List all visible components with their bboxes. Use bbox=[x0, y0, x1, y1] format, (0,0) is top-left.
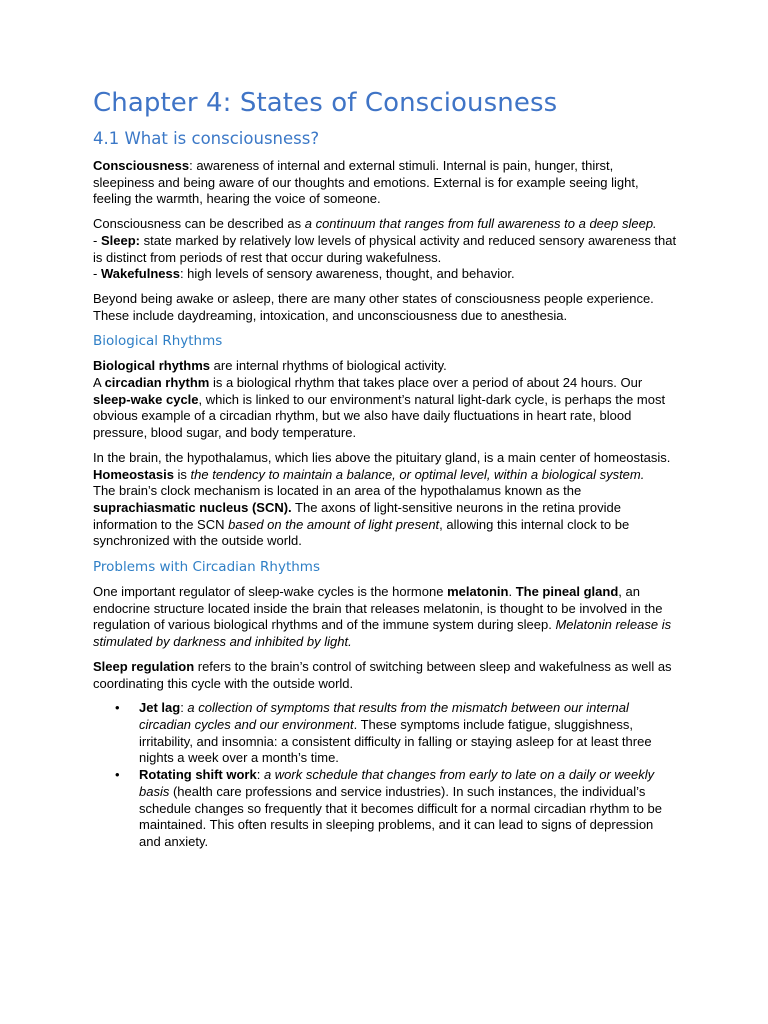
paragraph-hypothalamus bbox=[93, 450, 677, 550]
text: is bbox=[173, 466, 191, 482]
list-item-jet-lag bbox=[115, 700, 677, 767]
text: , an endocrine structure located inside the brain that releases melatonin, is thought to be involved in the regulation of various biological rhythms and of the immune system during sleep. bbox=[93, 584, 663, 633]
text: . bbox=[508, 584, 516, 600]
term-rotating-shift-work: Rotating shift work bbox=[139, 767, 257, 783]
text: , allowing this internal clock to be synchronized with the outside world. bbox=[93, 516, 630, 549]
dash: - bbox=[93, 232, 101, 248]
term-wakefulness: Wakefulness bbox=[100, 266, 180, 282]
chapter-title: Chapter 4: States of Consciousness bbox=[93, 88, 558, 118]
subheading-problems-circadian: Problems with Circadian Rhythms bbox=[93, 559, 320, 576]
term-pineal-gland: The pineal gland bbox=[515, 584, 619, 600]
bullet-icon: • bbox=[115, 700, 120, 716]
text: Consciousness can be described as bbox=[93, 216, 305, 232]
italic-text: based on the amount of light present bbox=[228, 516, 440, 532]
text: : high levels of sensory awareness, thought, and behavior. bbox=[179, 266, 515, 282]
dash: - bbox=[93, 266, 101, 282]
text: : awareness of internal and external stimuli. Internal is pain, hunger, thirst, sleepiness and being aware of our thoughts and emotions. External is for example seeing light, feeling the warmth, hearing the voice of someone. bbox=[93, 158, 639, 207]
text: The brain’s clock mechanism is located in an area of the hypothalamus known as the bbox=[93, 483, 582, 499]
text: are internal rhythms of biological activity. bbox=[210, 358, 447, 374]
subheading-biological-rhythms: Biological Rhythms bbox=[93, 333, 223, 350]
text: : bbox=[256, 767, 264, 783]
term-melatonin: melatonin bbox=[447, 584, 509, 600]
paragraph-sleep-regulation bbox=[93, 659, 677, 692]
term-circadian-rhythm: circadian rhythm bbox=[104, 375, 210, 391]
bullet-list bbox=[93, 700, 677, 850]
paragraph-consciousness bbox=[93, 158, 677, 208]
paragraph-other-states: Beyond being awake or asleep, there are many other states of consciousness people experience. These include daydreaming, intoxication, and unconsciousness due to anesthesia. bbox=[93, 290, 654, 323]
text: : bbox=[180, 700, 188, 716]
term-sleep-wake-cycle: sleep-wake cycle bbox=[93, 391, 199, 407]
section-heading: 4.1 What is consciousness? bbox=[93, 129, 320, 148]
italic-text: Melatonin release is stimulated by darkness and inhibited by light. bbox=[93, 617, 672, 650]
italic-text: a continuum that ranges from full awareness to a deep sleep. bbox=[304, 216, 657, 232]
text: , which is linked to our environment’s natural light-dark cycle, is perhaps the most obvious example of a circadian rhythm, but we also have daily fluctuations in heart rate, blood pressure, blood sugar, and body temperature. bbox=[93, 391, 666, 441]
paragraph-continuum bbox=[93, 216, 677, 283]
text: In the brain, the hypothalamus, which lies above the pituitary gland, is a main center of homeostasis. bbox=[93, 449, 671, 465]
term-consciousness: Consciousness bbox=[93, 158, 190, 173]
text: refers to the brain’s control of switching between sleep and wakefulness as well as coordinating this cycle with the outside world. bbox=[93, 658, 672, 691]
paragraph-biological-rhythms bbox=[93, 358, 677, 442]
text: (health care professions and service industries). In such instances, the individual’s schedule changes so frequently that it becomes difficult for a normal circadian rhythm to be maintained. This often results in sleeping problems, and it can lead to signs of depression and anxiety. bbox=[139, 783, 662, 849]
italic-text: a collection of symptoms that results from the mismatch between our internal circadian cycles and our environment bbox=[139, 700, 629, 732]
text: state marked by relatively low levels of physical activity and reduced sensory awareness that is distinct from periods of rest that occur during wakefulness. bbox=[93, 232, 677, 265]
term-sleep-regulation: Sleep regulation bbox=[93, 658, 195, 674]
document-page bbox=[93, 86, 677, 851]
text: . These symptoms include fatigue, sluggishness, irritability, and insomnia: a consistent difficulty in falling or staying asleep for at least three nights a week over a month’s time. bbox=[139, 716, 652, 766]
term-jet-lag: Jet lag bbox=[139, 700, 181, 716]
text: The axons of light-sensitive neurons in the retina provide information to the SCN bbox=[93, 499, 621, 532]
term-scn: suprachiasmatic nucleus (SCN). bbox=[93, 499, 292, 515]
bullet-icon: • bbox=[115, 767, 120, 783]
text: One important regulator of sleep-wake cycles is the hormone bbox=[93, 584, 448, 600]
term-sleep: Sleep: bbox=[100, 232, 140, 248]
term-biological-rhythms: Biological rhythms bbox=[93, 358, 211, 374]
list-item-rotating-shift-work bbox=[115, 767, 677, 851]
term-homeostasis: Homeostasis bbox=[93, 466, 174, 482]
paragraph-melatonin bbox=[93, 584, 677, 651]
italic-text: a work schedule that changes from early to late on a daily or weekly basis bbox=[139, 767, 655, 799]
text: A bbox=[93, 375, 105, 391]
text: is a biological rhythm that takes place over a period of about 24 hours. Our bbox=[209, 375, 643, 391]
italic-text: the tendency to maintain a balance, or optimal level, within a biological system. bbox=[190, 466, 645, 482]
